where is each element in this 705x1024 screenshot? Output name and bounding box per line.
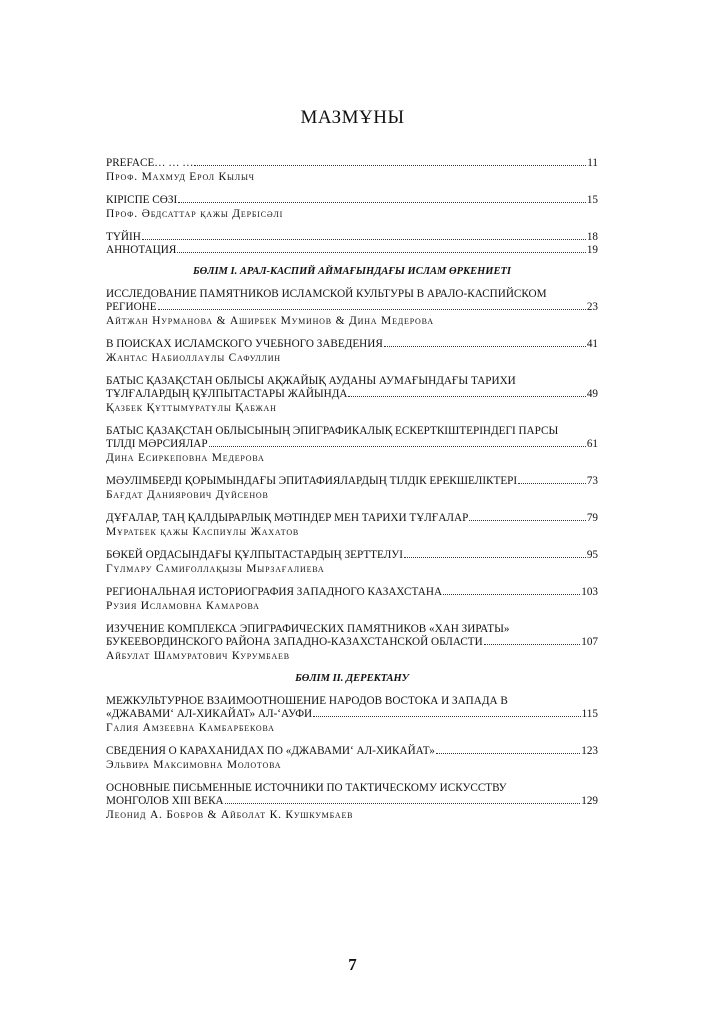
toc-entry[interactable] [106, 549, 598, 577]
toc-entry[interactable] [106, 338, 598, 366]
leader-dots [443, 594, 580, 595]
toc-entry[interactable] [106, 586, 598, 614]
entry-author: Айбулат Шамуратович Курумбаев [106, 650, 290, 662]
entry-title: КІРІСПЕ СӨЗІ [106, 194, 178, 206]
entry-title: PREFACE… … … [106, 157, 194, 169]
leader-dots [384, 346, 586, 347]
entry-page: 15 [586, 194, 598, 206]
leader-dots [436, 753, 580, 754]
entry-author: Проф. Әбдсаттар қажы Дербісәлі [106, 208, 284, 220]
entry-title: ДҰҒАЛАР, ТАҢ ҚАЛДЫРАРЛЫҚ МӘТІНДЕР МЕН ТАРИХИ ТҰЛҒАЛАР [106, 512, 469, 524]
toc-entry[interactable] [106, 745, 598, 773]
leader-dots [177, 252, 586, 253]
entry-page: 49 [586, 388, 598, 400]
leader-dots [348, 396, 585, 397]
entry-title-line1: ОСНОВНЫЕ ПИСЬМЕННЫЕ ИСТОЧНИКИ ПО ТАКТИЧЕСКОМУ ИСКУССТВУ [106, 782, 507, 794]
entry-title: АННОТАЦИЯ [106, 244, 177, 256]
section-heading-1: БӨЛІМ І. АРАЛ-КАСПИЙ АЙМАҒЫНДАҒЫ ИСЛАМ ӨРКЕНИЕТІ [193, 266, 511, 277]
leader-dots [158, 309, 586, 310]
entry-title: МӘУЛІМБЕРДІ ҚОРЫМЫНДАҒЫ ЭПИТАФИЯЛАРДЫҢ ТІЛДІК ЕРЕКШЕЛІКТЕРІ [106, 475, 518, 487]
entry-title-line1: ИССЛЕДОВАНИЕ ПАМЯТНИКОВ ИСЛАМСКОЙ КУЛЬТУРЫ В АРАЛО-КАСПИЙСКОМ [106, 288, 547, 300]
leader-dots [178, 202, 586, 203]
toc-entry[interactable] [106, 288, 598, 329]
toc-entry[interactable] [106, 782, 598, 823]
section-heading-2: БӨЛІМ ІІ. ДЕРЕКТАНУ [295, 673, 409, 684]
entry-page: 73 [586, 475, 598, 487]
entry-title: СВЕДЕНИЯ О КАРАХАНИДАХ ПО «ДЖАВАМИ‘ АЛ-ХИКАЙАТ» [106, 745, 435, 757]
entry-title: РЕГИОНАЛЬНАЯ ИСТОРИОГРАФИЯ ЗАПАДНОГО КАЗАХСТАНА [106, 586, 443, 598]
entry-title: МОНГОЛОВ XIII ВЕКА [106, 795, 224, 807]
entry-title: РЕГИОНЕ [106, 301, 157, 313]
entry-page: 61 [586, 438, 598, 450]
leader-dots [194, 165, 586, 166]
entry-title: ТҰЛҒАЛАРДЫҢ ҚҰЛПЫТАСТАРЫ ЖАЙЫНДА [106, 388, 348, 400]
entry-title: ТІЛДІ МӘРСИЯЛАР [106, 438, 208, 450]
table-of-contents [106, 157, 598, 823]
page-number: 7 [348, 955, 357, 974]
toc-entry-annotation[interactable] [106, 244, 598, 257]
entry-title-line1: МЕЖКУЛЬТУРНОЕ ВЗАИМООТНОШЕНИЕ НАРОДОВ ВОСТОКА И ЗАПАДА В [106, 695, 508, 707]
entry-title-line1: БАТЫС ҚАЗАҚСТАН ОБЛЫСЫ АҚЖАЙЫҚ АУДАНЫ АУМАҒЫНДАҒЫ ТАРИХИ [106, 375, 516, 387]
entry-page: 123 [581, 745, 598, 757]
page-title: МАЗМҰНЫ [300, 107, 405, 128]
leader-dots [404, 557, 586, 558]
toc-entry[interactable] [106, 475, 598, 503]
toc-entry-preface[interactable] [106, 157, 598, 185]
leader-dots [225, 803, 581, 804]
entry-author: Айтжан Нурманова & Аширбек Муминов & Дина Медерова [106, 315, 434, 327]
entry-page: 107 [581, 636, 598, 648]
entry-page: 129 [581, 795, 598, 807]
leader-dots [142, 239, 586, 240]
entry-page: 115 [581, 708, 598, 720]
entry-author: Бағдат Даниярович Дүйсенов [106, 489, 269, 501]
entry-page: 11 [587, 157, 598, 169]
toc-entry-tuyin[interactable] [106, 231, 598, 244]
toc-entry[interactable] [106, 512, 598, 540]
entry-author: Дина Есиркеповна Медерова [106, 452, 265, 464]
entry-author: Галия Амзеевна Камбарбекова [106, 722, 275, 734]
toc-entry[interactable] [106, 425, 598, 466]
entry-title: БУКЕЕВОРДИНСКОГО РАЙОНА ЗАПАДНО-КАЗАХСТАНСКОЙ ОБЛАСТИ [106, 636, 483, 648]
leader-dots [469, 520, 586, 521]
entry-page: 79 [586, 512, 598, 524]
entry-page: 19 [586, 244, 598, 256]
toc-entry[interactable] [106, 375, 598, 416]
leader-dots [313, 716, 580, 717]
entry-author: Эльвира Максимовна Молотова [106, 759, 282, 771]
entry-title: ТҮЙІН [106, 231, 141, 243]
toc-entry[interactable] [106, 695, 598, 736]
entry-page: 18 [586, 231, 598, 243]
leader-dots [518, 483, 586, 484]
toc-entry[interactable] [106, 623, 598, 664]
entry-author: Рузия Исламовна Камарова [106, 600, 260, 612]
entry-author: Мұратбек қажы Каспиұлы Жахатов [106, 526, 300, 538]
entry-page: 23 [586, 301, 598, 313]
entry-page: 103 [581, 586, 598, 598]
entry-title: «ДЖАВАМИ‘ АЛ-ХИКАЙАТ» АЛ-‘АУФИ [106, 708, 313, 720]
entry-author: Қазбек Құттымұратұлы Қабжан [106, 402, 277, 414]
entry-author: Жантас Набиоллаұлы Сафуллин [106, 352, 281, 364]
entry-title: БӨКЕЙ ОРДАСЫНДАҒЫ ҚҰЛПЫТАСТАРДЫҢ ЗЕРТТЕЛУІ [106, 549, 403, 561]
entry-title-line1: БАТЫС ҚАЗАҚСТАН ОБЛЫСЫНЫҢ ЭПИГРАФИКАЛЫҚ ЕСКЕРТКІШТЕРІНДЕГІ ПАРСЫ [106, 425, 559, 437]
entry-page: 95 [586, 549, 598, 561]
leader-dots [209, 446, 586, 447]
toc-entry-kirispe[interactable] [106, 194, 598, 222]
entry-page: 41 [586, 338, 598, 350]
entry-title-line1: ИЗУЧЕНИЕ КОМПЛЕКСА ЭПИГРАФИЧЕСКИХ ПАМЯТНИКОВ «ХАН ЗИРАТЫ» [106, 623, 510, 635]
entry-author: Проф. Махмуд Ерол Кылыч [106, 171, 255, 183]
entry-author: Леонид А. Бобров & Айболат К. Кушкумбаев [106, 809, 354, 821]
leader-dots [484, 644, 580, 645]
entry-author: Гүлмару Самиғоллақызы Мырзағалиева [106, 563, 325, 575]
entry-title: В ПОИСКАХ ИСЛАМСКОГО УЧЕБНОГО ЗАВЕДЕНИЯ [106, 338, 383, 350]
